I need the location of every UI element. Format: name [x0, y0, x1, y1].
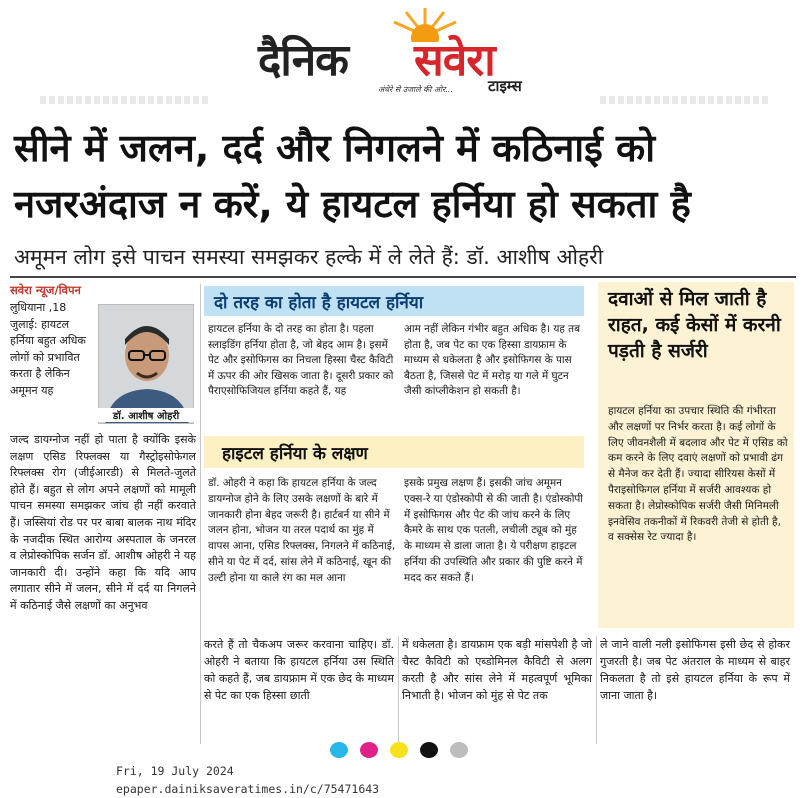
black-dot [420, 742, 438, 758]
headline [14, 120, 794, 232]
footer-url[interactable]: epaper.dainiksaveratimes.in/c/75471643 [116, 782, 380, 796]
cyan-dot [330, 742, 348, 758]
epaper-footer [116, 762, 379, 798]
sidebar-text: हायटल हर्निया का उपचार स्थिति की गंभीरता और लक्षणों पर निर्भर करता है। कई लोगों के लिए जीवनशैली में बदलाव और पेट में एसिड को कम करने के लिए दवाएं लक्षणों को प्रभावी ढंग से मैनेज कर देती हैं। ज्यादा सीरियस केसों में पैराइसोफिगल हर्निया में सर्जरी आवश्यक हो सकता है। लेप्रोस्कोपिक सर्जरी जैसी मिनिमली इनवेसिव तकनीकों में रिकवरी तेजी से होती है, व सक्सेस रेट ज्यादा है। [608, 405, 788, 544]
headline-divider [10, 276, 796, 278]
person-icon [99, 305, 194, 424]
yellow-dot [390, 742, 408, 758]
column-divider [596, 636, 597, 744]
footer-date: Fri, 19 July 2024 [116, 764, 234, 778]
continued-text-a: करते हैं तो चैकअप जरूर करवाना चाहिए। डॉ. ओहरी ने बताया कि हायटल हर्निया उस स्थिति को कहते हैं, जब डायफ्राम में एक छेद के माध्यम से पेट का एक हिस्सा छाती [204, 638, 394, 702]
intro-text-wide: जल्द डायग्नोज नहीं हो पाता है क्योंकि इसके लक्षण एसिड रिफ्लक्स या गैस्ट्रोइसोफेगल रिफ्लक्स रोग (जीईआरडी) से मिलते-जुलते होते हैं। बहुत से लोग अपने लक्षणों को मामूली पाचन समस्या समझकर जांच ही नहीं करवाते हैं। जस्सियां रोड पर पर बाबा बालक नाथ मंदिर के नजदीक स्थित आरोग्य अस्पताल के जनरल व लेप्रोस्कोपिक सर्जन डॉ. आशीष ओहरी ने यह जानकारी दी। उन्होंने कहा कि यदि आप लगातार सीने में जलन, सीने में दर्द या निगलने में कठिनाई जैसे लक्षणों का अनुभव [10, 433, 196, 612]
doctor-photo [98, 304, 194, 424]
ghost-print-right [600, 96, 770, 104]
types-text-right: आम नहीं लेकिन गंभीर बहुत अधिक है। यह तब होता है, जब पेट का एक हिस्सा डायफ्राम के माध्यम से धकेलता है और इसोफिगस के पास बैठता है, जिससे पेट में मरोड़ या गले में घुटन जैसी कांप्लीकेशन हो सकती है। [404, 323, 581, 398]
sidebar-title: दवाओं से मिल जाती है राहत, कई केसों में करनी पड़ती है सर्जरी [608, 288, 781, 362]
logo-savera-text: सवेरा [414, 35, 495, 86]
newspaper-logo [258, 6, 558, 98]
sidebar-treatment [598, 282, 794, 628]
section-title-symptoms: हाइटल हर्निया के लक्षण [204, 436, 584, 468]
logo-tagline: अंधेरे से उजाले की ओर... [378, 85, 454, 94]
headline-line-1: सीने में जलन, दर्द और निगलने में कठिनाई को [14, 126, 656, 170]
column-divider [398, 636, 399, 744]
symptoms-text-left: डॉ. ओहरी ने कहा कि हायटल हर्निया के जल्द डायग्नोज होने के लिए उसके लक्षणों के बारे में जानकारी होना बेहद जरूरी है। हार्टबर्न या सीने में जलन होना, भोजन या तरल पदार्थ का मुंह में वापस आना, एसिड रिफ्लक्स, निगलने में कठिनाई, सीने या पेट में दर्द, सांस लेने में कठिनाई, खून की उल्टी होना या काले रंग का मल आना [208, 477, 396, 584]
column-divider [200, 284, 201, 744]
byline-row [10, 282, 196, 299]
masthead [0, 0, 804, 104]
headline-line-2: नजरअंदाज न करें, ये हायटल हर्निया हो सकता है [14, 182, 691, 226]
magenta-dot [360, 742, 378, 758]
continued-text-b: में धकेलता है। डायफ्राम एक बड़ी मांसपेशी है जो चैस्ट कैविटी को एब्डोमिनल कैविटी से अलग करती है और सांस लेने में महत्वपूर्ण भूमिका निभाती है। भोजन को मुंह से पेट तक [402, 638, 592, 702]
intro-text-narrow: लुधियाना ,18 जुलाई: हायटल हर्निया बहुत अधिक लोगों को प्रभावित करता है लेकिन अमूमन यह [10, 301, 86, 397]
logo-times-text: टाइम्स [488, 77, 522, 95]
photo-caption: डॉ. आशीष ओहरी [98, 408, 194, 422]
symptoms-text-right: इसके प्रमुख लक्षण हैं। इसकी जांच अमूमन एक्स-रे या एंडोस्कोपी से की जाती है। एंडोस्कोपी में इसोफिगस और पेट की जांच करने के लिए कैमरे के साथ एक पतली, लचीली ट्यूब को मुंह के माध्यम से डाला जाता है। ये परीक्षण हाइटल हर्निया की उपस्थिति और प्रकार की पुष्टि करने में मदद कर सकते हैं। [404, 477, 583, 584]
section-title-types: दो तरह का होता है हायटल हर्निया [204, 286, 584, 316]
gray-dot [450, 742, 468, 758]
types-text-left: हायटल हर्निया के दो तरह का होता है। पहला स्लाइडिंग हर्निया होता है, जो बेहद आम है। इसमें पेट और इसोफिगस का निचला हिस्सा चैस्ट कैविटी में ऊपर की ओर खिसक जाता है। दूसरी प्रकार को पैराएसोफिजियल हर्निया कहते हैं, यह [208, 323, 394, 398]
byline: सवेरा न्यूज/विपन [10, 283, 81, 297]
subheadline: अमूमन लोग इसे पाचन समस्या समझकर हल्के में ले लेते हैं: डॉ. आशीष ओहरी [14, 245, 604, 269]
logo-dainik-text: दैनिक [258, 35, 348, 86]
continued-text-c: ले जाने वाली नली इसोफिगस इसी छेद से होकर गुजरती है। जब पेट अंतराल के माध्यम से बाहर निकलता है तो इसे हायटल हर्निया के रूप में जाना जाता है। [600, 638, 790, 702]
ghost-print-left [40, 96, 210, 104]
